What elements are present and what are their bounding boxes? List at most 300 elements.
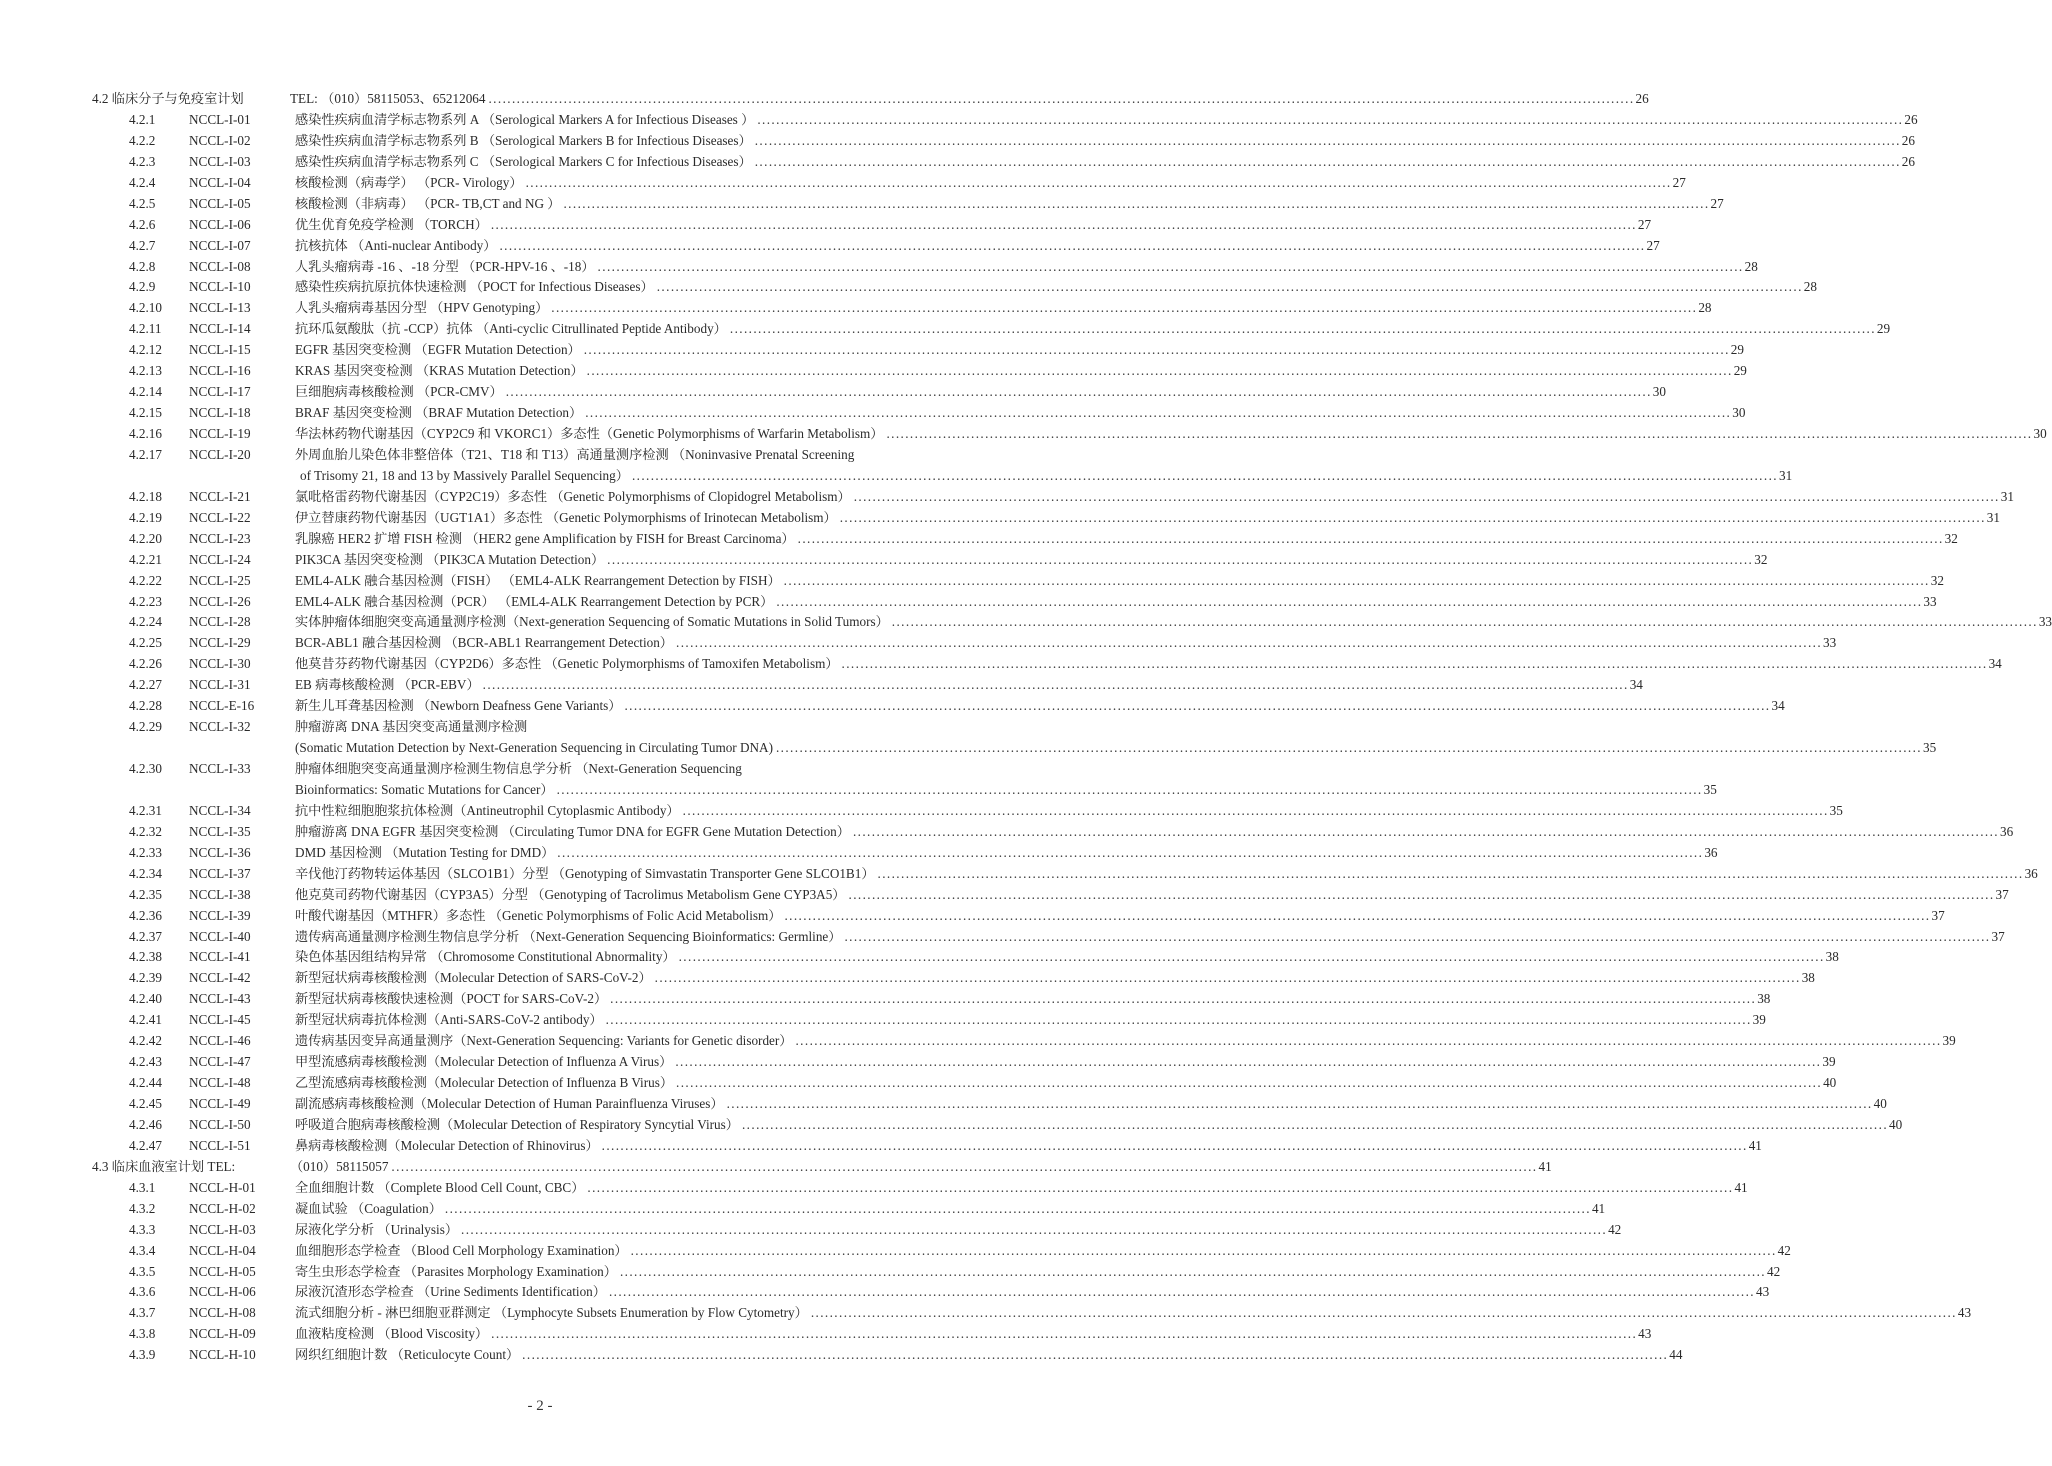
entry-title: 肿瘤体细胞突变高通量测序检测生物信息学分析 （Next-Generation Sequencing	[295, 761, 742, 776]
dot-leader	[617, 1262, 1766, 1283]
entry-number: 4.2.1	[129, 111, 156, 127]
entry-title: DMD 基因检测 （Mutation Testing for DMD）	[295, 844, 555, 860]
entry-code: NCCL-I-26	[189, 593, 251, 609]
entry-title: 乳腺癌 HER2 扩增 FISH 检测 （HER2 gene Amplification by FISH for Breast Carcinoma）	[295, 530, 795, 546]
entry-number: 4.2.5	[129, 195, 156, 211]
entry-number: 4.2.26	[129, 656, 162, 672]
entry-code: NCCL-I-34	[189, 802, 251, 818]
entry-code: NCCL-H-09	[189, 1326, 256, 1342]
section-header	[0, 89, 1649, 110]
toc-entry	[0, 1199, 1606, 1220]
entry-code: NCCL-H-01	[189, 1179, 256, 1195]
entry-title: 优生优育免疫学检测 （TORCH）	[295, 216, 488, 232]
entry-line	[295, 885, 2009, 906]
page-ref: 32	[1754, 551, 1768, 567]
entry-number: 4.2.33	[129, 844, 162, 860]
entry-title-continued: (Somatic Mutation Detection by Next-Generation Sequencing in Circulating Tumor DNA)	[295, 740, 773, 756]
toc-entry	[0, 487, 2014, 508]
page-ref: 38	[1825, 949, 1839, 965]
entry-code: NCCL-I-43	[189, 991, 251, 1007]
dot-leader	[781, 571, 1930, 592]
entry-line	[295, 801, 1843, 822]
entry-line	[295, 131, 1915, 152]
dot-leader	[485, 89, 1634, 110]
toc-entry	[0, 864, 2038, 885]
entry-line	[295, 1136, 1762, 1157]
dot-leader	[628, 1241, 1777, 1262]
entry-number: 4.2.35	[129, 886, 162, 902]
section-label: 4.2 临床分子与免疫室计划	[92, 91, 244, 106]
entry-title: 尿液沉渣形态学检查 （Urine Sediments Identification）	[295, 1284, 606, 1300]
entry-line	[295, 1345, 1683, 1366]
entry-title-continued: Bioinformatics: Somatic Mutations for Cancer）	[295, 781, 554, 797]
toc-entry	[0, 1115, 1903, 1136]
entry-title: 网织红细胞计数 （Reticulocyte Count）	[295, 1347, 520, 1363]
entry-code: NCCL-I-48	[189, 1075, 251, 1091]
entry-line	[295, 696, 1785, 717]
toc-entry	[0, 173, 1686, 194]
toc-entry	[0, 403, 1746, 424]
entry-line	[295, 1199, 1606, 1220]
dot-leader	[673, 633, 1822, 654]
entry-code: NCCL-I-45	[189, 1012, 251, 1028]
entry-line	[295, 927, 2005, 948]
dot-leader	[604, 550, 1753, 571]
entry-code: NCCL-I-42	[189, 970, 251, 986]
entry-code: NCCL-I-08	[189, 258, 251, 274]
page-ref: 30	[1652, 384, 1666, 400]
entry-title: 他莫昔芬药物代谢基因（CYP2D6）多态性 （Genetic Polymorphisms of Tamoxifen Metabolism）	[295, 656, 839, 672]
page-ref: 34	[1629, 677, 1643, 693]
dot-leader	[875, 864, 2024, 885]
toc-entry	[0, 361, 1747, 382]
page-ref: 41	[1538, 1158, 1552, 1174]
page-ref: 37	[1931, 907, 1945, 923]
entry-title: 全血细胞计数 （Complete Blood Cell Count, CBC）	[295, 1179, 585, 1195]
section-tel-line	[290, 89, 1649, 110]
entry-title: 新型冠状病毒抗体检测（Anti-SARS-CoV-2 antibody）	[295, 1012, 603, 1028]
toc-entry	[0, 612, 2052, 633]
entry-line	[295, 989, 1771, 1010]
toc-entry	[0, 382, 1666, 403]
page-ref: 30	[1732, 405, 1746, 421]
entry-line	[295, 1178, 1748, 1199]
entry-line	[295, 571, 1944, 592]
page-ref: 31	[1986, 509, 2000, 525]
toc-entry	[0, 1324, 1652, 1345]
dot-leader	[781, 906, 1930, 927]
entry-line	[295, 654, 2002, 675]
toc-entry	[0, 1178, 1748, 1199]
entry-title: 辛伐他汀药物转运体基因（SLCO1B1）分型 （Genotyping of Simvastatin Transporter Gene SLCO1B1）	[295, 865, 875, 881]
toc-entry	[0, 571, 1944, 592]
entry-number: 4.2.32	[129, 823, 162, 839]
page-ref: 38	[1757, 991, 1771, 1007]
dot-leader	[808, 1303, 1957, 1324]
entry-code: NCCL-I-19	[189, 426, 251, 441]
entry-code: NCCL-I-13	[189, 300, 251, 316]
dot-leader	[837, 508, 1986, 529]
page-ref: 40	[1889, 1116, 1903, 1132]
dot-leader	[727, 319, 1876, 340]
toc-entry	[0, 131, 1915, 152]
entry-number: 4.2.3	[129, 153, 156, 169]
page-ref: 42	[1608, 1221, 1622, 1237]
entry-number: 4.2.29	[129, 719, 162, 735]
entry-line	[295, 194, 1724, 215]
page-ref: 40	[1873, 1096, 1887, 1111]
entry-title: 叶酸代谢基因（MTHFR）多态性 （Genetic Polymorphisms of Folic Acid Metabolism）	[295, 907, 782, 923]
entry-line	[295, 550, 1768, 571]
toc-entry	[0, 947, 1839, 968]
toc-entry	[0, 696, 1785, 717]
entry-line	[295, 298, 1712, 319]
entry-title-continued: of Trisomy 21, 18 and 13 by Massively Parallel Sequencing）	[300, 467, 629, 483]
entry-line	[295, 843, 1718, 864]
page-ref: 35	[1829, 802, 1843, 818]
toc-entry	[0, 906, 1945, 927]
toc-entry	[0, 1282, 1770, 1303]
entry-line	[295, 1010, 1766, 1031]
dot-leader	[503, 382, 1652, 403]
page-ref: 43	[1638, 1326, 1652, 1342]
entry-line	[295, 340, 1744, 361]
toc-entry	[0, 257, 1758, 278]
entry-title: 感染性疾病血清学标志物系列 A （Serological Markers A for Infectious Diseases ）	[295, 111, 755, 127]
entry-line	[295, 361, 1747, 382]
dot-leader	[889, 612, 2038, 633]
dot-leader	[841, 927, 1990, 948]
entry-line	[295, 487, 2014, 508]
entry-title: 感染性疾病血清学标志物系列 C （Serological Markers C for Infectious Diseases）	[295, 153, 752, 169]
entry-code: NCCL-I-31	[189, 677, 251, 693]
page-ref: 33	[2038, 614, 2052, 630]
entry-line	[295, 173, 1686, 194]
page-ref: 39	[1942, 1033, 1956, 1049]
entry-number: 4.2.44	[129, 1075, 162, 1091]
toc-entry	[0, 550, 1768, 571]
entry-title: 乙型流感病毒核酸检测（Molecular Detection of Influenza B Virus）	[295, 1075, 674, 1091]
page-ref: 33	[1923, 593, 1937, 609]
entry-number: 4.2.39	[129, 970, 162, 986]
entry-title: BRAF 基因突变检测 （BRAF Mutation Detection）	[295, 405, 583, 421]
entry-title: 抗环瓜氨酸肽（抗 -CCP）抗体 （Anti-cyclic Citrullinated Peptide Antibody）	[295, 321, 727, 337]
entry-line	[295, 257, 1758, 278]
dot-leader	[519, 1345, 1668, 1366]
entry-number: 4.2.2	[129, 132, 156, 148]
entry-code: NCCL-I-25	[189, 572, 251, 588]
entry-code: NCCL-E-16	[189, 698, 255, 714]
entry-title: 遗传病基因变异高通量测序（Next-Generation Sequencing: Variants for Genetic disorder）	[295, 1033, 793, 1049]
entry-number: 4.2.40	[129, 991, 162, 1007]
entry-code: NCCL-I-07	[189, 237, 251, 253]
entry-number: 4.2.19	[129, 509, 162, 525]
entry-title: 感染性疾病抗原抗体快速检测 （POCT for Infectious Diseases）	[295, 279, 654, 295]
entry-line	[295, 1262, 1781, 1283]
dot-leader	[724, 1094, 1873, 1115]
entry-line	[295, 382, 1666, 403]
entry-number: 4.2.8	[129, 258, 156, 274]
page-number: - 2 -	[527, 1398, 553, 1414]
entry-line	[295, 152, 1915, 173]
entry-title: 抗核抗体 （Anti-nuclear Antibody）	[295, 237, 497, 253]
dot-leader	[554, 780, 1703, 801]
toc-entry	[0, 1031, 1956, 1052]
entry-number: 4.2.22	[129, 572, 162, 588]
page-ref: 41	[1734, 1179, 1748, 1195]
dot-leader	[488, 1324, 1637, 1345]
entry-title: 新型冠状病毒核酸检测（Molecular Detection of SARS-CoV-2）	[295, 970, 652, 986]
entry-line	[295, 780, 1717, 801]
page-ref: 26	[1635, 91, 1649, 106]
section-tel: TEL: （010）58115053、65212064	[290, 91, 486, 106]
entry-number: 4.2.43	[129, 1054, 162, 1070]
dot-leader	[523, 173, 1672, 194]
toc-entry	[0, 508, 2000, 529]
entry-number: 4.2.13	[129, 363, 162, 379]
page-ref: 39	[1752, 1012, 1766, 1028]
entry-title: 甲型流感病毒核酸检测（Molecular Detection of Influenza A Virus）	[295, 1054, 673, 1070]
entry-line	[295, 1031, 1956, 1052]
entry-title: 人乳头瘤病毒基因分型 （HPV Genotyping）	[295, 300, 549, 316]
entry-title: 氯吡格雷药物代谢基因（CYP2C19）多态性 （Genetic Polymorphisms of Clopidogrel Metabolism）	[295, 488, 851, 504]
entry-line	[295, 675, 1643, 696]
dot-leader	[582, 403, 1731, 424]
toc-entry	[0, 717, 1080, 738]
toc-entry	[0, 968, 1815, 989]
page-ref: 28	[1744, 258, 1758, 274]
page-ref: 41	[1748, 1137, 1762, 1153]
entry-number: 4.2.45	[129, 1096, 162, 1111]
entry-line	[295, 277, 1817, 298]
entry-number: 4.2.31	[129, 802, 162, 818]
page-ref: 35	[1703, 781, 1717, 797]
entry-code: NCCL-I-35	[189, 823, 251, 839]
entry-title: 副流感病毒核酸检测（Molecular Detection of Human Parainfluenza Viruses）	[295, 1096, 724, 1111]
dot-leader	[496, 236, 1645, 257]
entry-number: 4.3.2	[129, 1200, 156, 1216]
entry-code: NCCL-I-38	[189, 886, 251, 902]
dot-leader	[488, 215, 1637, 236]
page-ref: 34	[1988, 656, 2002, 672]
entry-title: KRAS 基因突变检测 （KRAS Mutation Detection）	[295, 363, 584, 379]
entry-number: 4.2.25	[129, 635, 162, 651]
entry-title: 流式细胞分析 - 淋巴细胞亚群测定 （Lymphocyte Subsets Enumeration by Flow Cytometry）	[295, 1305, 808, 1321]
entry-line	[295, 968, 1815, 989]
entry-title: 华法林药物代谢基因（CYP2C9 和 VKORC1）多态性（Genetic Polymorphisms of Warfarin Metabolism）	[295, 426, 884, 441]
toc-entry	[0, 110, 1918, 131]
entry-title: EB 病毒核酸检测 （PCR-EBV）	[295, 677, 480, 693]
entry-number: 4.2.9	[129, 279, 156, 295]
entry-number: 4.3.6	[129, 1284, 156, 1300]
dot-leader	[607, 989, 1756, 1010]
toc-entry	[0, 424, 2047, 445]
entry-code: NCCL-I-29	[189, 635, 251, 651]
page-ref: 40	[1823, 1075, 1837, 1091]
entry-number: 4.3.9	[129, 1347, 156, 1363]
toc-entry-continuation	[0, 780, 1717, 801]
entry-title: 寄生虫形态学检查 （Parasites Morphology Examination）	[295, 1263, 617, 1279]
entry-line	[295, 1324, 1652, 1345]
entry-number: 4.2.30	[129, 761, 162, 776]
page-ref: 42	[1777, 1242, 1791, 1258]
entry-code: NCCL-H-04	[189, 1242, 256, 1258]
entry-code: NCCL-I-16	[189, 363, 251, 379]
toc-entry	[0, 843, 1718, 864]
entry-title: 尿液化学分析 （Urinalysis）	[295, 1221, 459, 1237]
entry-code: NCCL-I-02	[189, 132, 251, 148]
entry-title: EGFR 基因突变检测 （EGFR Mutation Detection）	[295, 342, 581, 358]
dot-leader	[752, 131, 1901, 152]
entry-code: NCCL-I-03	[189, 153, 251, 169]
page-ref: 27	[1637, 216, 1652, 232]
toc-entry	[0, 194, 1724, 215]
toc-entry	[0, 654, 2002, 675]
entry-number: 4.2.10	[129, 300, 162, 316]
entry-title: 巨细胞病毒核酸检测 （PCR-CMV）	[295, 384, 503, 400]
dot-leader	[739, 1115, 1888, 1136]
dot-leader	[676, 947, 1825, 968]
entry-title: 核酸检测（非病毒） （PCR- TB,CT and NG ）	[295, 195, 561, 211]
page-ref: 36	[2024, 865, 2038, 881]
page-ref: 27	[1672, 174, 1686, 190]
toc-entry	[0, 215, 1652, 236]
dot-leader	[654, 277, 1803, 298]
entry-line	[295, 319, 1891, 340]
dot-leader	[554, 843, 1703, 864]
page-ref: 26	[1904, 111, 1918, 127]
toc-entry	[0, 592, 1937, 613]
entry-title: 呼吸道合胞病毒核酸检测（Molecular Detection of Respiratory Syncytial Virus）	[295, 1116, 739, 1132]
entry-line	[295, 110, 1918, 131]
entry-title: BCR-ABL1 融合基因检测 （BCR-ABL1 Rearrangement Detection）	[295, 635, 673, 651]
toc-entry	[0, 885, 2009, 906]
entry-number: 4.2.7	[129, 237, 156, 253]
page-ref: 29	[1876, 321, 1891, 337]
entry-code: NCCL-I-30	[189, 656, 251, 672]
page-ref: 29	[1733, 363, 1747, 379]
entry-code: NCCL-I-39	[189, 907, 251, 923]
page-ref: 31	[1778, 467, 1793, 483]
entry-number: 4.2.20	[129, 530, 162, 546]
page-ref: 43	[1957, 1305, 1972, 1321]
entry-number: 4.2.42	[129, 1033, 162, 1049]
entry-line	[295, 612, 2052, 633]
entry-line	[295, 864, 2038, 885]
toc-entry	[0, 822, 2014, 843]
dot-leader	[388, 1157, 1537, 1178]
entry-code: NCCL-I-05	[189, 195, 251, 211]
entry-line	[300, 466, 1793, 487]
entry-title: 染色体基因组结构异常 （Chromosome Constitutional Abnormality）	[295, 949, 676, 965]
entry-title: 感染性疾病血清学标志物系列 B （Serological Markers B for Infectious Diseases）	[295, 132, 752, 148]
entry-number: 4.3.3	[129, 1221, 156, 1237]
entry-line	[295, 633, 1837, 654]
toc-entry	[0, 529, 1958, 550]
entry-code: NCCL-I-40	[189, 928, 251, 944]
entry-title: 遗传病高通量测序检测生物信息学分析 （Next-Generation Sequencing Bioinformatics: Germline）	[295, 928, 842, 944]
entry-code: NCCL-I-22	[189, 509, 251, 525]
page-ref: 33	[1823, 635, 1837, 651]
entry-number: 4.3.8	[129, 1326, 156, 1342]
toc-entry-continuation	[0, 466, 1793, 487]
dot-leader	[458, 1220, 1607, 1241]
dot-leader	[752, 152, 1901, 173]
entry-code: NCCL-I-32	[189, 719, 251, 735]
entry-title: 血液粘度检测 （Blood Viscosity）	[295, 1326, 489, 1342]
section-label: 4.3 临床血液室计划 TEL:	[92, 1158, 236, 1174]
dot-leader	[621, 696, 1770, 717]
entry-code: NCCL-I-41	[189, 949, 251, 965]
section-tel: （010）58115057	[290, 1158, 389, 1174]
dot-leader	[792, 1031, 1941, 1052]
dot-leader	[584, 361, 1733, 382]
entry-code: NCCL-I-14	[189, 321, 251, 337]
page-ref: 30	[2033, 426, 2047, 441]
page-ref: 36	[1704, 844, 1718, 860]
dot-leader	[883, 424, 2032, 445]
entry-number: 4.2.11	[129, 321, 162, 337]
entry-code: NCCL-I-50	[189, 1116, 251, 1132]
page-ref: 26	[1901, 132, 1915, 148]
section-header	[0, 1157, 1552, 1178]
page-ref: 41	[1591, 1200, 1606, 1216]
entry-code: NCCL-I-06	[189, 216, 251, 232]
dot-leader	[548, 298, 1697, 319]
entry-title: 实体肿瘤体细胞突变高通量测序检测（Next-generation Sequencing of Somatic Mutations in Solid Tumors）	[295, 614, 889, 630]
entry-line	[295, 1220, 1622, 1241]
entry-code: NCCL-I-18	[189, 405, 251, 421]
dot-leader	[584, 1178, 1733, 1199]
entry-number: 4.2.18	[129, 488, 162, 504]
entry-code: NCCL-I-20	[189, 446, 251, 462]
dot-leader	[851, 487, 2000, 508]
dot-leader	[595, 257, 1744, 278]
dot-leader	[442, 1199, 1591, 1220]
entry-line	[295, 906, 1945, 927]
toc-entry	[0, 236, 1660, 257]
entry-number: 4.2.41	[129, 1012, 162, 1028]
page-ref: 42	[1767, 1263, 1781, 1279]
entry-line	[295, 215, 1652, 236]
entry-line	[295, 592, 1937, 613]
entry-code: NCCL-I-28	[189, 614, 251, 630]
toc-entry	[0, 675, 1643, 696]
entry-number: 4.2.14	[129, 384, 162, 400]
entry-line	[295, 403, 1746, 424]
toc-entry	[0, 277, 1817, 298]
dot-leader	[480, 675, 1629, 696]
toc-entry	[0, 319, 1891, 340]
toc-entry	[0, 927, 2005, 948]
entry-number: 4.2.28	[129, 698, 162, 714]
entry-title: 人乳头瘤病毒 -16 、-18 分型 （PCR-HPV-16 、-18）	[295, 258, 595, 274]
toc-entry	[0, 1136, 1762, 1157]
page-ref: 28	[1698, 300, 1712, 316]
entry-number: 4.2.17	[129, 446, 162, 462]
dot-leader	[773, 738, 1922, 759]
page-ref: 37	[1995, 886, 2009, 902]
entry-number: 4.2.15	[129, 405, 162, 421]
entry-line	[295, 236, 1660, 257]
toc-entry	[0, 1262, 1781, 1283]
toc-entry-continuation	[0, 738, 1937, 759]
entry-title: 肿瘤游离 DNA EGFR 基因突变检测 （Circulating Tumor DNA for EGFR Gene Mutation Detection）	[295, 823, 850, 839]
entry-line	[295, 1282, 1770, 1303]
toc-entry	[0, 445, 1080, 466]
entry-number: 4.2.47	[129, 1137, 162, 1153]
entry-number: 4.3.4	[129, 1242, 156, 1258]
